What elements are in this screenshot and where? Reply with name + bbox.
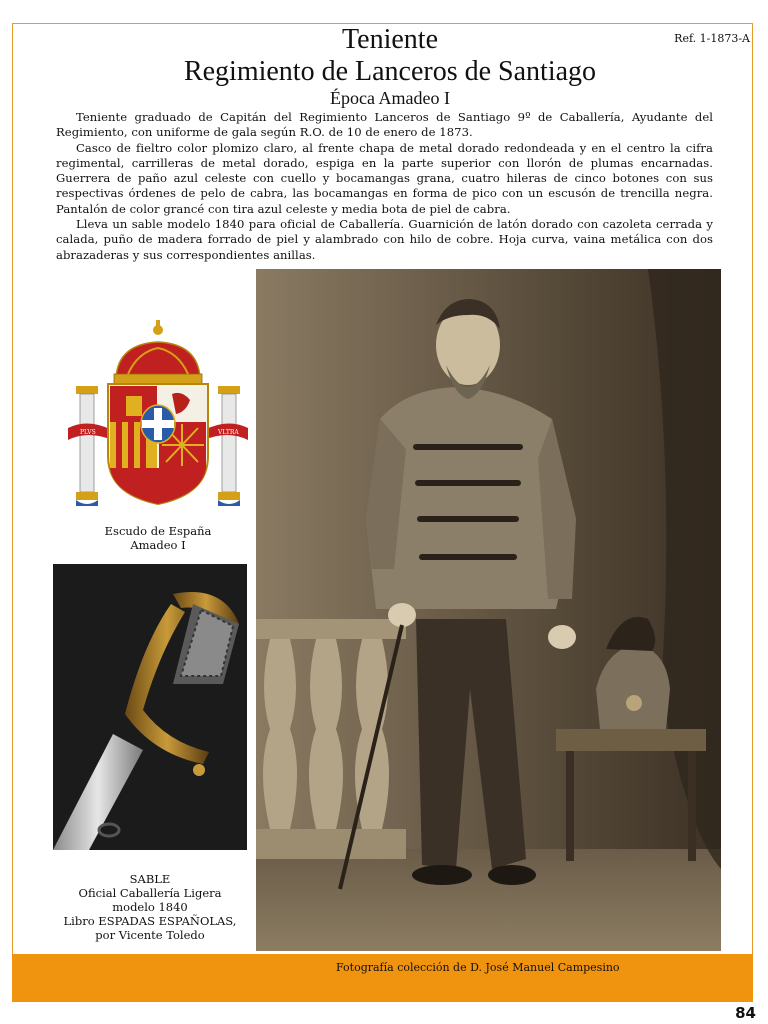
paragraph-sabre: Lleva un sable modelo 1840 para oficial de Caballería. Guarnición de latón dorado con cazoleta cerrada y calada, puño de madera forrado de piel y alambrado con hilo de cobre. Hoja curva, vaina metálica con dos abrazaderas y sus correspondientes anillas. [56, 217, 713, 262]
sabre-caption-line: SABLE [129, 872, 171, 886]
crest-caption-line: Amadeo I [130, 538, 186, 552]
pillar-right [218, 386, 240, 506]
paragraph-rank: Teniente graduado de Capitán del Regimiento Lanceros de Santiago 9º de Caballería, Ayudante del Regimiento, con uniforme de gala según R.O. de 10 de enero de 1873. [56, 110, 713, 140]
sabre-caption-line: por Vicente Toledo [95, 928, 205, 942]
sabre-caption-line: modelo 1840 [112, 900, 188, 914]
sabre-photo [53, 564, 247, 850]
crest-caption-line: Escudo de España [104, 524, 212, 538]
shield-icon [108, 384, 208, 504]
sabre-caption-line: Oficial Caballería Ligera [78, 886, 222, 900]
photo-credit: Fotografía colección de D. José Manuel Campesino [336, 961, 620, 974]
sabre-caption-line: Libro ESPADAS ESPAÑOLAS, [63, 914, 237, 928]
coat-of-arms-image [68, 316, 248, 514]
crown-icon [114, 320, 202, 384]
epoch-heading: Época Amadeo I [330, 88, 450, 108]
reference-code: Ref. 1-1873-A [674, 32, 750, 45]
coat-of-arms-caption [68, 524, 248, 552]
page-title: Teniente [342, 24, 438, 55]
sabre-caption [40, 872, 260, 942]
officer-portrait-illustration [256, 269, 721, 951]
page-number: 84 [735, 1004, 756, 1022]
description-text [56, 110, 713, 263]
pillar-left [76, 386, 98, 506]
sabre-illustration [53, 564, 247, 850]
paragraph-uniform: Casco de fieltro color plomizo claro, al frente chapa de metal dorado redondeada y en el centro la cifra regimental, carrilleras de metal dorado, espiga en la parte superior con llorón de plumas encarnadas. Guerrera de paño azul celeste con cuello y bocamangas grana, cuatro hileras de cinco botones con sus respectivas órdenes de pelo de cabra, las bocamangas en forma de pico con un escusón de trencilla negra. Pantalón de color grancé con tira azul celeste y media bota de piel de cabra. [56, 140, 713, 216]
page-subtitle: Regimiento de Lanceros de Santiago [183, 56, 597, 87]
motto-right: VLTRA [218, 429, 239, 436]
officer-photograph [256, 269, 721, 951]
motto-left: PLVS [80, 429, 96, 436]
